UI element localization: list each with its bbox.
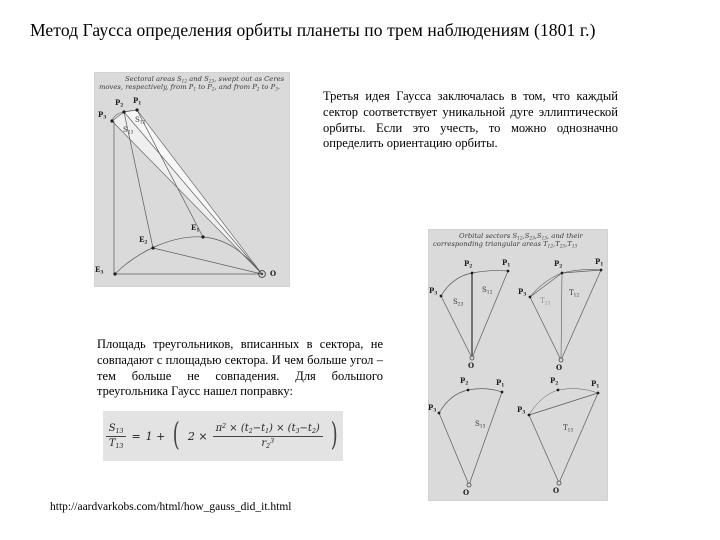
sectors-diagram-svg bbox=[94, 72, 290, 287]
point-label-p3: $P_3$ bbox=[429, 286, 438, 297]
point-label-p3: $P_3$ bbox=[428, 403, 437, 414]
point-label-p3: $P_3$ bbox=[517, 405, 526, 416]
formula-equals: = bbox=[131, 429, 141, 443]
point-label-e2: $E_2$ bbox=[139, 235, 148, 246]
source-url-link[interactable]: http://aardvarkobs.com/html/how_gauss_did_it.html bbox=[50, 501, 292, 513]
point-label-o: O bbox=[468, 361, 475, 370]
formula-lhs-fraction bbox=[106, 423, 127, 450]
triangles-diagram-svg bbox=[428, 229, 608, 501]
panel-sector-13 bbox=[439, 389, 502, 485]
point-label-p2: $P_2$ bbox=[550, 376, 559, 387]
area-label-t12: $T_{12}$ bbox=[569, 289, 580, 299]
formula-rhs-denominator: $r_2^3$ bbox=[261, 437, 275, 450]
formula-open-paren: ( bbox=[173, 415, 181, 453]
formula-one-plus: 1 + bbox=[145, 429, 166, 443]
point-label-o: O bbox=[553, 486, 560, 495]
slide-title: Метод Гаусса определения орбиты планеты по трем наблюдениям (1801 г.) bbox=[30, 20, 596, 40]
point-label-e1: $E_1$ bbox=[191, 223, 200, 234]
area-label-t13: $T_{13}$ bbox=[563, 424, 574, 434]
point-label-p3: $P_3$ bbox=[98, 110, 107, 121]
point-label-p1: $P_1$ bbox=[502, 258, 511, 269]
area-label-s13: $S_{13}$ bbox=[475, 420, 486, 430]
panel-sectors-12-23 bbox=[441, 271, 508, 358]
area-label-s23: $S_{23}$ bbox=[453, 298, 464, 308]
ceres-sector-fan bbox=[112, 110, 262, 274]
point-label-e3: $E_3$ bbox=[95, 265, 104, 276]
point-label-p2: $P_2$ bbox=[464, 259, 473, 270]
formula-lhs-numerator: $S_{13}$ bbox=[106, 423, 127, 437]
area-label-s12: $S_{12}$ bbox=[482, 286, 493, 296]
panel-triangle-13 bbox=[529, 389, 598, 483]
sectors-figure bbox=[94, 72, 290, 287]
triangles-figure-caption: Orbital sectors $S_{12},S_{23},S_{13}$, and their corresponding triangular areas $T_{12},T_{23},T_{13}$ bbox=[433, 232, 583, 249]
point-label-o: O bbox=[463, 488, 470, 497]
point-label-p1: $P_1$ bbox=[496, 378, 505, 389]
formula-close-paren: ) bbox=[330, 415, 338, 453]
sectors-figure-caption: Sectoral areas $S_{12}$ and $S_{23}$, swept out as Ceres moves, respectively, from $P_1$ to $P_2$, and from $P_2$ to $P_3$. bbox=[99, 75, 285, 92]
point-label-p1: $P_1$ bbox=[591, 379, 600, 390]
point-label-o: O bbox=[556, 363, 563, 372]
formula-rhs-numerator: $\pi^2 \times (t_2-t_1) \times (t_3-t_2)$ bbox=[213, 423, 323, 437]
point-label-p2: $P_2$ bbox=[115, 98, 124, 109]
sector-triangle-ratio-formula bbox=[103, 411, 343, 461]
paragraph-third-idea: Третья идея Гаусса заключалась в том, что каждый сектор соответствует уникальной дуге эллиптической орбиты. Если это учесть, то можно однозначно определить ориентацию орбиты. bbox=[323, 89, 618, 151]
area-label-s12: $S_{12}$ bbox=[135, 116, 146, 126]
point-label-p2: $P_2$ bbox=[554, 259, 563, 270]
point-label-o: O bbox=[270, 269, 277, 278]
triangles-figure bbox=[428, 229, 608, 501]
panel-triangles-12-23 bbox=[530, 269, 601, 360]
point-label-p1: $P_1$ bbox=[595, 257, 604, 268]
formula-rhs-fraction bbox=[213, 423, 323, 450]
area-label-s23: $S_{23}$ bbox=[123, 126, 134, 136]
point-label-p2: $P_2$ bbox=[460, 376, 469, 387]
area-label-t23: $T_{23}$ bbox=[540, 297, 551, 307]
formula-two-times: 2 × bbox=[187, 429, 208, 443]
paragraph-triangle-areas: Площадь треугольников, вписанных в сектора, не совпадают с площадью сектора. И чем больше угол – тем больше не совпадения. Для большого треугольника Гаусс нашел поправку: bbox=[97, 337, 383, 399]
point-label-p1: $P_1$ bbox=[133, 96, 142, 107]
formula-lhs-denominator: $T_{13}$ bbox=[108, 437, 124, 450]
point-label-p3: $P_3$ bbox=[518, 287, 527, 298]
